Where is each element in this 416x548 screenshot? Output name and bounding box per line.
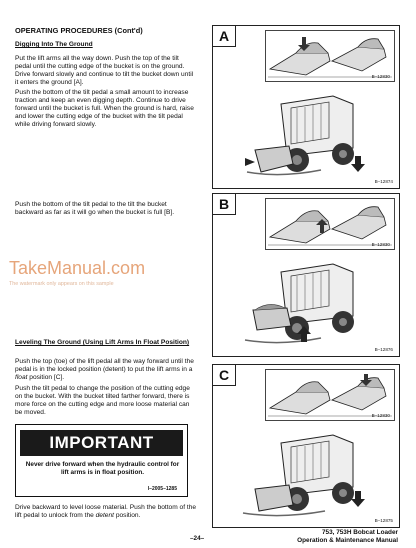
leveling-heading: Leveling The Ground (Using Lift Arms In Float Position) bbox=[15, 339, 190, 346]
figure-b-inset-code: B–12830 bbox=[371, 242, 390, 247]
figure-c-main-code: B–12875 bbox=[374, 518, 393, 523]
section-title: OPERATING PROCEDURES (Cont'd) bbox=[15, 26, 143, 35]
important-notice bbox=[15, 424, 188, 497]
leveling-paragraph-1: Push the top (toe) of the lift pedal all the way forward until the pedal is in the locked position (detent) to put the lift arms in a float position [C]. bbox=[15, 358, 194, 382]
figure-c-pedal-inset bbox=[265, 369, 395, 421]
figure-c-inset-code: B–12830 bbox=[371, 413, 390, 418]
figure-b-letter: B bbox=[212, 193, 236, 215]
figure-b bbox=[212, 193, 400, 357]
loader-illustration bbox=[241, 254, 381, 350]
loader-illustration bbox=[241, 86, 381, 182]
page-number: –24– bbox=[190, 535, 205, 542]
loader-illustration bbox=[241, 425, 381, 521]
footer-model: 753, 753H Bobcat Loader bbox=[321, 529, 398, 536]
important-text: Never drive forward when the hydraulic control for lift arms is in float position. bbox=[25, 461, 180, 476]
figure-a-inset-code: B–12830 bbox=[371, 74, 390, 79]
watermark-logo[interactable]: TakeManual.com bbox=[9, 258, 146, 278]
figure-a-main-code: B–12874 bbox=[374, 179, 393, 184]
footer-manual: Operation & Maintenance Manual bbox=[297, 537, 398, 544]
figure-b-main-code: B–12876 bbox=[374, 347, 393, 352]
important-code: I–2005–1285 bbox=[147, 486, 177, 492]
figure-a-pedal-inset bbox=[265, 30, 395, 82]
digging-paragraph-1: Put the lift arms all the way down. Push the top of the tilt pedal until the cutting edge of the bucket is on the ground. Drive forward slowly and continue to tilt the bucket down until it enters the ground [A]. bbox=[15, 55, 194, 87]
digging-paragraph-2: Push the bottom of the tilt pedal a small amount to increase traction and keep an even digging depth. Continue to drive forward until the bucket is full. When the ground is hard, raise and lower the cutting edge of the bucket with the tilt pedal while driving forward slowly. bbox=[15, 89, 194, 129]
leveling-paragraph-2: Push the tilt pedal to change the position of the cutting edge on the bucket. With the bucket tilted farther forward, there is more force on the cutting edge and more loose material can be moved. bbox=[15, 385, 190, 417]
figure-a bbox=[212, 25, 400, 189]
figure-c bbox=[212, 364, 400, 528]
figure-a-letter: A bbox=[212, 25, 236, 47]
leveling-paragraph-3: Drive backward to level loose material. Push the bottom of the lift pedal to unlock from the detent position. bbox=[15, 504, 197, 520]
figure-c-letter: C bbox=[212, 364, 236, 386]
important-title: IMPORTANT bbox=[20, 430, 183, 456]
figure-b-pedal-inset bbox=[265, 198, 395, 250]
digging-heading: Digging Into The Ground bbox=[15, 41, 93, 48]
digging-paragraph-3: Push the bottom of the tilt pedal to the tilt the bucket backward as far as it will go when the bucket is full [B]. bbox=[15, 201, 175, 217]
watermark-note: The watermark only appears on this sample bbox=[9, 281, 114, 287]
